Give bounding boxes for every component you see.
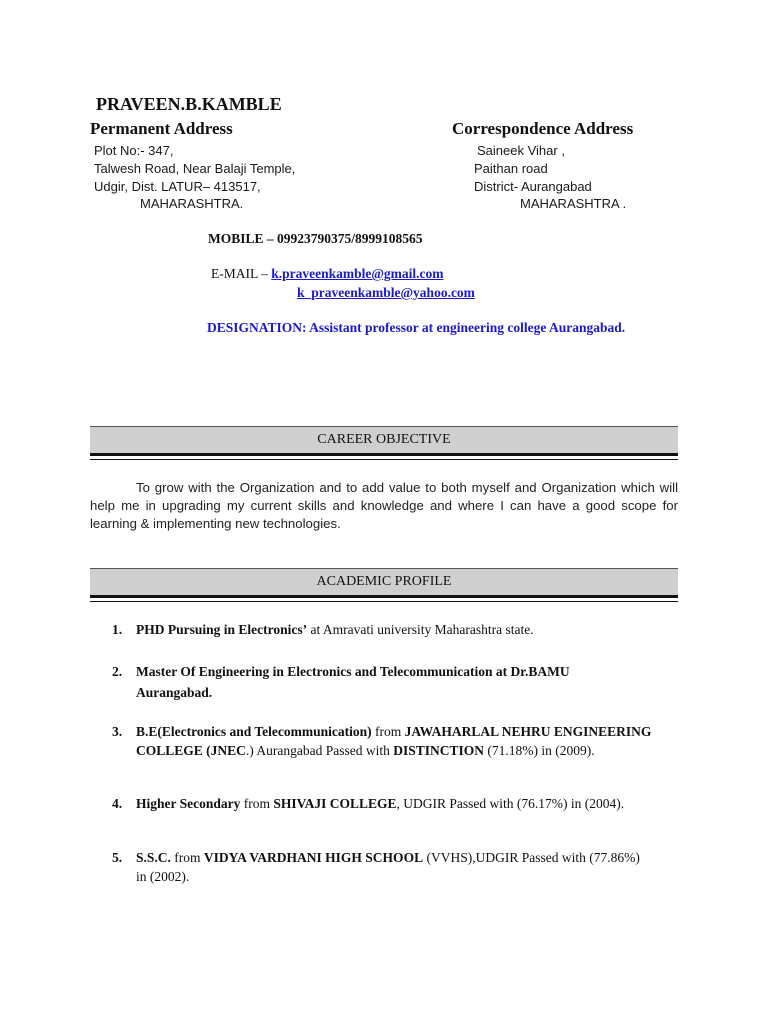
item-number: 3. (112, 724, 123, 739)
item-institute: VIDYA VARDHANI HIGH SCHOOL (203, 850, 424, 865)
candidate-name: PRAVEEN.B.KAMBLE (96, 94, 282, 114)
permanent-address-line: MAHARASHTRA. (140, 196, 244, 211)
academic-item (112, 620, 672, 639)
section-divider (90, 595, 678, 598)
item-institute: JAWAHARLAL NEHRU ENGINEERING COLLEGE (JNEC (136, 724, 652, 758)
item-detail: (VVHS),UDGIR Passed with (77.86%) in (2002). (136, 850, 640, 884)
correspondence-address-title: Correspondence Address (452, 119, 634, 138)
item-detail: , UDGIR Passed with (76.17%) in (2004). (396, 796, 625, 811)
permanent-address-line: Talwesh Road, Near Balaji Temple, (94, 161, 296, 176)
section-divider (90, 459, 678, 460)
section-divider (90, 601, 678, 602)
email-row (211, 266, 444, 282)
correspondence-address-line: District- Aurangabad (474, 179, 592, 194)
item-number: 1. (112, 622, 123, 637)
item-number: 2. (112, 664, 123, 679)
correspondence-address-line: Paithan road (474, 161, 548, 176)
item-detail: (71.18%) in (2009). (484, 743, 595, 758)
item-detail: from (170, 850, 204, 865)
item-detail: from (371, 724, 405, 739)
academic-item (112, 848, 652, 886)
email-label: E-MAIL – (211, 266, 272, 281)
designation: DESIGNATION: Assistant professor at engineering college Aurangabad. (207, 320, 626, 335)
correspondence-address-line: Saineek Vihar , (477, 143, 565, 158)
section-divider (90, 453, 678, 456)
item-detail: at Amravati university Maharashtra state. (307, 622, 534, 637)
permanent-address-title: Permanent Address (90, 119, 233, 138)
item-degree: Master Of Engineering in Electronics and Telecommunication at Dr.BAMU Aurangabad. (136, 664, 570, 700)
permanent-address-line: Udgir, Dist. LATUR– 413517, (94, 179, 261, 194)
email-link-gmail[interactable]: k.praveenkamble@gmail.com (271, 266, 444, 281)
item-degree: B.E(Electronics and Telecommunication) (136, 724, 372, 739)
item-degree: Higher Secondary (136, 796, 241, 811)
correspondence-address-line: MAHARASHTRA . (520, 196, 627, 211)
item-detail: from (240, 796, 274, 811)
email-link-yahoo[interactable]: k_praveenkamble@yahoo.com (297, 285, 475, 300)
item-detail: .) Aurangabad Passed with (245, 743, 394, 758)
item-distinction: DISTINCTION (393, 743, 485, 758)
item-degree: S.S.C. (136, 850, 171, 865)
item-institute: SHIVAJI COLLEGE (273, 796, 397, 811)
career-objective-text: To grow with the Organization and to add value to both myself and Organization which will help me in upgrading my current skills and knowledge and where I can have a good scope for learning & implementing new technologies. (90, 480, 678, 531)
career-objective-heading: CAREER OBJECTIVE (90, 426, 678, 453)
mobile-number: MOBILE – 09923790375/8999108565 (208, 231, 423, 246)
item-degree: PHD Pursuing in Electronics’ (136, 622, 308, 637)
academic-profile-heading: ACADEMIC PROFILE (90, 568, 678, 595)
permanent-address-line: Plot No:- 347, (94, 143, 174, 158)
item-number: 5. (112, 850, 123, 865)
academic-item (112, 722, 652, 760)
item-number: 4. (112, 796, 123, 811)
academic-item (112, 661, 632, 703)
academic-item (112, 794, 652, 813)
